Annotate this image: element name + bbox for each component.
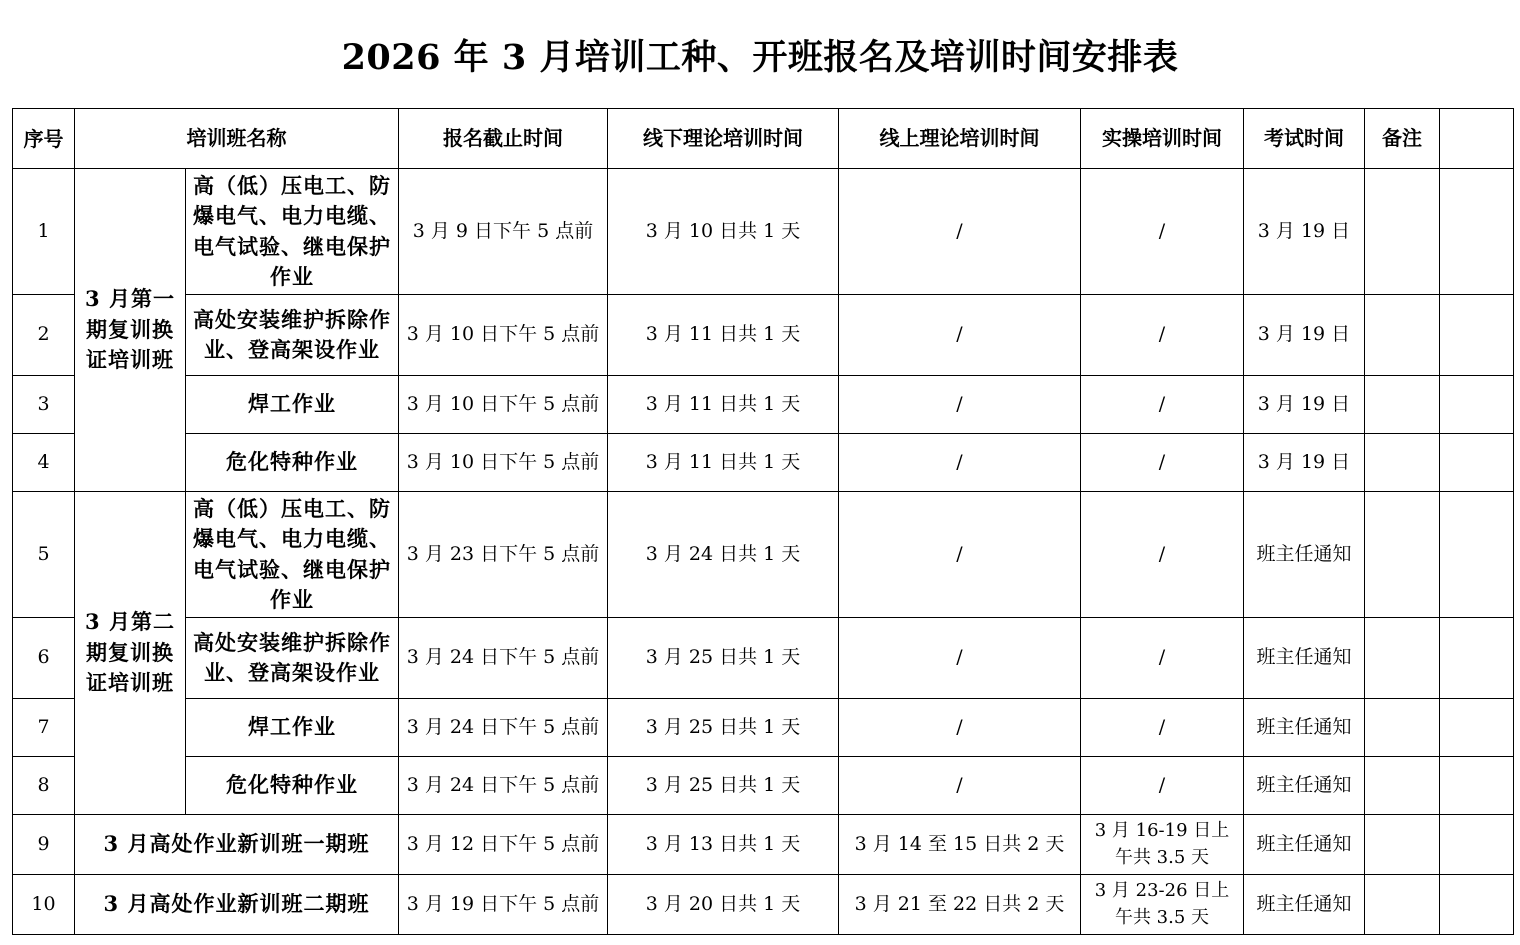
cell-remark (1365, 492, 1440, 618)
cell-course: 3 月高处作业新训班一期班 (75, 815, 399, 875)
cell-deadline: 3 月 10 日下午 5 点前 (399, 434, 608, 492)
header-online: 线上理论培训时间 (839, 109, 1081, 169)
group-label: 3 月第二期复训换证培训班 (75, 492, 186, 815)
cell-practical: / (1081, 699, 1244, 757)
cell-deadline: 3 月 10 日下午 5 点前 (399, 376, 608, 434)
cell-course: 焊工作业 (186, 376, 399, 434)
header-remark: 备注 (1365, 109, 1440, 169)
cell-seq: 3 (13, 376, 75, 434)
cell-course: 3 月高处作业新训班二期班 (75, 875, 399, 935)
cell-extra (1440, 169, 1514, 295)
cell-exam: 班主任通知 (1244, 875, 1365, 935)
cell-remark (1365, 815, 1440, 875)
cell-seq: 1 (13, 169, 75, 295)
table-row (13, 492, 1514, 618)
header-seq: 序号 (13, 109, 75, 169)
cell-offline: 3 月 25 日共 1 天 (608, 618, 839, 699)
group-label: 3 月第一期复训换证培训班 (75, 169, 186, 492)
cell-course: 高（低）压电工、防爆电气、电力电缆、电气试验、继电保护作业 (186, 492, 399, 618)
cell-deadline: 3 月 12 日下午 5 点前 (399, 815, 608, 875)
cell-seq: 10 (13, 875, 75, 935)
cell-exam: 3 月 19 日 (1244, 434, 1365, 492)
cell-offline: 3 月 25 日共 1 天 (608, 757, 839, 815)
cell-seq: 6 (13, 618, 75, 699)
cell-course: 危化特种作业 (186, 434, 399, 492)
cell-seq: 8 (13, 757, 75, 815)
table-row (13, 434, 1514, 492)
table-row (13, 875, 1514, 935)
cell-offline: 3 月 10 日共 1 天 (608, 169, 839, 295)
cell-practical: / (1081, 169, 1244, 295)
cell-offline: 3 月 24 日共 1 天 (608, 492, 839, 618)
cell-practical: / (1081, 376, 1244, 434)
table-row (13, 618, 1514, 699)
cell-extra (1440, 376, 1514, 434)
cell-online: / (839, 618, 1081, 699)
cell-online: / (839, 376, 1081, 434)
table-row (13, 757, 1514, 815)
cell-extra (1440, 618, 1514, 699)
cell-practical: 3 月 16-19 日上午共 3.5 天 (1081, 815, 1244, 875)
cell-offline: 3 月 13 日共 1 天 (608, 815, 839, 875)
cell-practical: / (1081, 434, 1244, 492)
header-extra (1440, 109, 1514, 169)
page-title: 2026 年 3 月培训工种、开班报名及培训时间安排表 (341, 37, 1179, 78)
cell-course: 焊工作业 (186, 699, 399, 757)
table-row (13, 699, 1514, 757)
cell-extra (1440, 492, 1514, 618)
header-deadline: 报名截止时间 (399, 109, 608, 169)
cell-remark (1365, 376, 1440, 434)
cell-remark (1365, 699, 1440, 757)
cell-online: / (839, 699, 1081, 757)
cell-online: / (839, 757, 1081, 815)
cell-seq: 5 (13, 492, 75, 618)
header-practical: 实操培训时间 (1081, 109, 1244, 169)
cell-remark (1365, 757, 1440, 815)
cell-course: 高处安装维护拆除作业、登高架设作业 (186, 295, 399, 376)
cell-online: / (839, 434, 1081, 492)
cell-remark (1365, 434, 1440, 492)
table-row (13, 169, 1514, 295)
cell-practical: / (1081, 618, 1244, 699)
cell-seq: 7 (13, 699, 75, 757)
cell-seq: 2 (13, 295, 75, 376)
cell-exam: 班主任通知 (1244, 699, 1365, 757)
table-row (13, 295, 1514, 376)
cell-deadline: 3 月 10 日下午 5 点前 (399, 295, 608, 376)
header-row (13, 109, 1514, 169)
cell-extra (1440, 875, 1514, 935)
cell-online: 3 月 21 至 22 日共 2 天 (839, 875, 1081, 935)
cell-seq: 9 (13, 815, 75, 875)
cell-exam: 班主任通知 (1244, 492, 1365, 618)
cell-offline: 3 月 11 日共 1 天 (608, 295, 839, 376)
cell-deadline: 3 月 24 日下午 5 点前 (399, 618, 608, 699)
cell-offline: 3 月 25 日共 1 天 (608, 699, 839, 757)
cell-offline: 3 月 11 日共 1 天 (608, 434, 839, 492)
header-class-name: 培训班名称 (75, 109, 399, 169)
cell-exam: 3 月 19 日 (1244, 169, 1365, 295)
cell-remark (1365, 295, 1440, 376)
table-row (13, 376, 1514, 434)
cell-extra (1440, 295, 1514, 376)
cell-practical: 3 月 23-26 日上午共 3.5 天 (1081, 875, 1244, 935)
table-row (13, 815, 1514, 875)
cell-exam: 班主任通知 (1244, 815, 1365, 875)
cell-practical: / (1081, 492, 1244, 618)
schedule-table (12, 108, 1514, 935)
cell-extra (1440, 815, 1514, 875)
cell-remark (1365, 618, 1440, 699)
header-offline: 线下理论培训时间 (608, 109, 839, 169)
cell-deadline: 3 月 23 日下午 5 点前 (399, 492, 608, 618)
cell-remark (1365, 875, 1440, 935)
cell-remark (1365, 169, 1440, 295)
cell-exam: 班主任通知 (1244, 618, 1365, 699)
cell-extra (1440, 699, 1514, 757)
cell-deadline: 3 月 24 日下午 5 点前 (399, 699, 608, 757)
cell-course: 高（低）压电工、防爆电气、电力电缆、电气试验、继电保护作业 (186, 169, 399, 295)
cell-course: 高处安装维护拆除作业、登高架设作业 (186, 618, 399, 699)
cell-seq: 4 (13, 434, 75, 492)
cell-exam: 班主任通知 (1244, 757, 1365, 815)
cell-extra (1440, 757, 1514, 815)
cell-exam: 3 月 19 日 (1244, 376, 1365, 434)
cell-exam: 3 月 19 日 (1244, 295, 1365, 376)
cell-practical: / (1081, 295, 1244, 376)
cell-offline: 3 月 20 日共 1 天 (608, 875, 839, 935)
cell-course: 危化特种作业 (186, 757, 399, 815)
cell-deadline: 3 月 19 日下午 5 点前 (399, 875, 608, 935)
header-exam: 考试时间 (1244, 109, 1365, 169)
cell-offline: 3 月 11 日共 1 天 (608, 376, 839, 434)
cell-online: / (839, 169, 1081, 295)
cell-online: / (839, 295, 1081, 376)
cell-online: / (839, 492, 1081, 618)
cell-extra (1440, 434, 1514, 492)
cell-online: 3 月 14 至 15 日共 2 天 (839, 815, 1081, 875)
cell-practical: / (1081, 757, 1244, 815)
cell-deadline: 3 月 9 日下午 5 点前 (399, 169, 608, 295)
cell-deadline: 3 月 24 日下午 5 点前 (399, 757, 608, 815)
